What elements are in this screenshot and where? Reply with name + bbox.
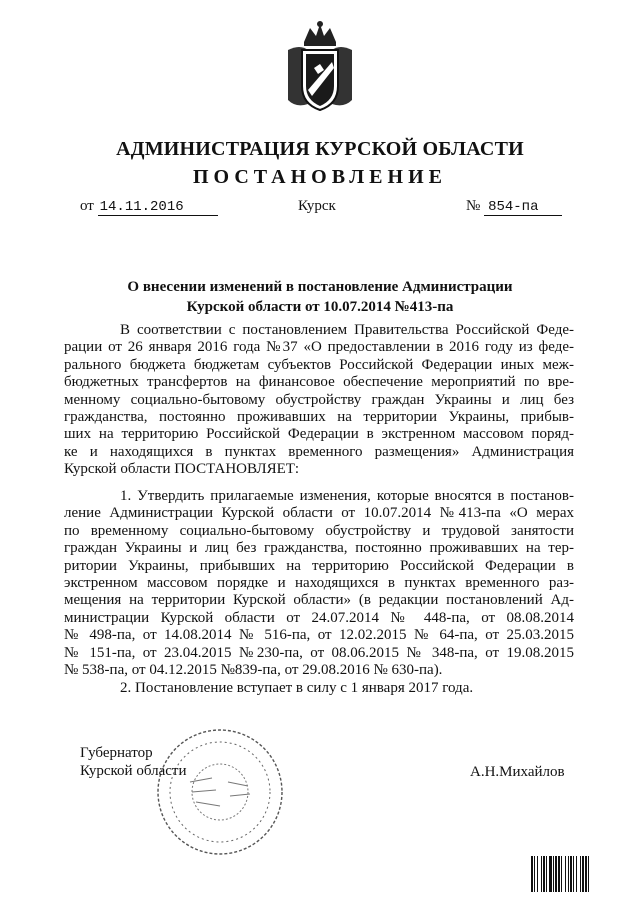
text-line: 1. Утвердить прилагаемые изменения, которые вносятся в постанов- [120, 488, 574, 504]
text-line: ритории Украины, прибывших на территорию Российской Федерации в [64, 557, 574, 574]
text-line: рального бюджета бюджетам субъектов Российской Федерации иных меж- [64, 356, 574, 373]
subject-line: Курской области от 10.07.2014 №413-па [186, 299, 454, 315]
paragraph-item-2 [64, 680, 574, 697]
date-prefix: от [80, 198, 94, 214]
signatory-title [80, 744, 186, 780]
text-line: мещения на территории Курской области» (в редакции постановлений Ад- [64, 592, 574, 609]
text-line: В соответствии с постановлением Правительства Российской Феде- [120, 322, 574, 338]
date-value: 14.11.2016 [98, 199, 218, 216]
barcode-icon [530, 856, 626, 892]
text-line: гражданства, постоянно проживавших на территории Украины, прибыв- [64, 408, 574, 425]
text-line: ке и находящихся в пунктах временного размещения» Администрация [64, 443, 574, 460]
text-line: экстренном массовом порядке и находящихся в пунктах временного раз- [64, 574, 574, 591]
document-type: ПОСТАНОВЛЕНИЕ [193, 166, 447, 188]
text-line: рации от 26 января 2016 года №37 «О предоставлении в 2016 году из феде- [64, 339, 574, 356]
text-line: № 538-па, от 04.12.2015 №839-па, от 29.08.2016 № 630-па). [64, 661, 443, 678]
paragraph-preamble [64, 322, 574, 479]
coat-of-arms-icon [280, 20, 360, 115]
document-number [466, 198, 562, 216]
text-line: министрации Курской области от 24.07.2014 № 448-па, от 08.08.2014 [64, 609, 574, 626]
organization-title: АДМИНИСТРАЦИЯ КУРСКОЙ ОБЛАСТИ [116, 138, 524, 160]
signatory-title-line: Курской области [80, 763, 187, 779]
text-line: ление Администрации Курской области от 10.07.2014 №413-па «О мерах [64, 505, 574, 522]
number-prefix: № [466, 198, 481, 214]
document-date [80, 198, 218, 216]
text-line: Курской области ПОСТАНОВЛЯЕТ: [64, 461, 300, 478]
document-subject [0, 277, 640, 317]
paragraph-item-1 [64, 488, 574, 679]
official-stamp-icon [150, 722, 290, 862]
text-line: № 151-па, от 23.04.2015 №230-па, от 08.06.2015 № 348-па, от 19.08.2015 [64, 644, 574, 661]
text-line: менному социально-бытовому обустройству граждан Украины и лиц без [64, 391, 574, 408]
text-line: бюджетных трансфертов на финансовое обеспечение мероприятий по вре- [64, 374, 574, 391]
text-line: № 498-па, от 14.08.2014 № 516-па, от 12.02.2015 № 64-па, от 25.03.2015 [64, 627, 574, 644]
subject-line: О внесении изменений в постановление Администрации [127, 279, 513, 295]
signatory-name: А.Н.Михайлов [470, 764, 565, 780]
signatory-title-line: Губернатор [80, 745, 153, 761]
text-line: ших на территорию Российской Федерации в экстренном массовом поряд- [64, 426, 574, 443]
text-line: 2. Постановление вступает в силу с 1 января 2017 года. [120, 680, 474, 696]
document-city: Курск [298, 198, 336, 214]
text-line: по временному социально-бытовому обустройству и трудовой занятости [64, 522, 574, 539]
number-value: 854-па [484, 199, 562, 216]
text-line: граждан Украины и лиц без гражданства, постоянно проживавших на тер- [64, 540, 574, 557]
